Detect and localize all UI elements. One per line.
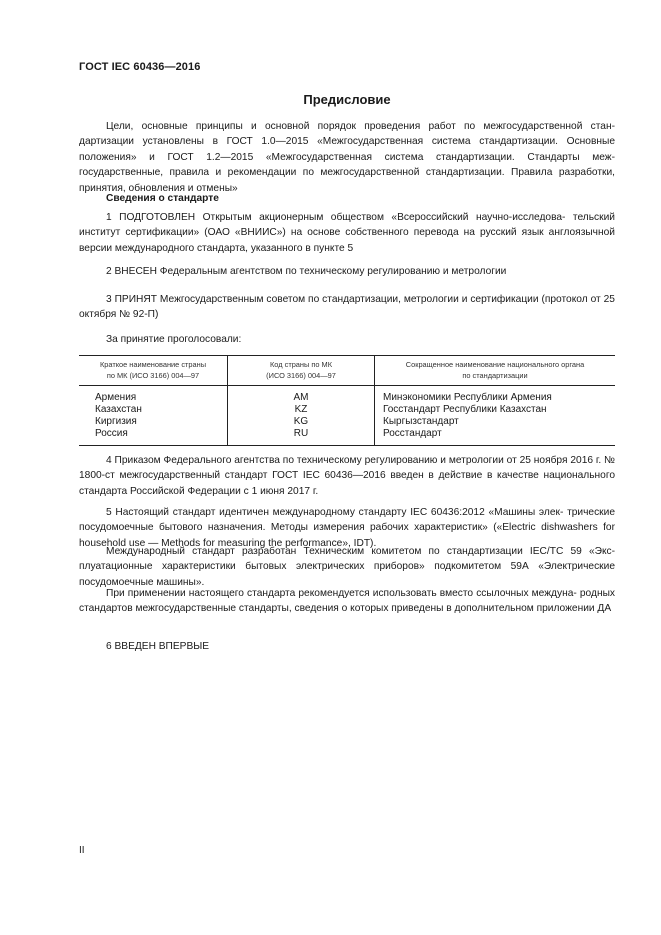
text-line: посудомоечные машины». (79, 576, 205, 588)
text-line: 2 ВНЕСЕН Федеральным агентством по техническому регулированию и метрологии (106, 266, 507, 277)
item-1 (79, 210, 615, 256)
text-line: приложении ДА (536, 603, 612, 615)
table-row (79, 416, 615, 428)
text-line: 6 ВВЕДЕН ВПЕРВЫЕ (106, 641, 210, 652)
column-header-country (79, 356, 228, 386)
vote-intro (79, 332, 615, 347)
cell-country: Киргизия (95, 416, 137, 427)
text-line: плуатационные характеристики бытовых электрических приборов» подкомитетом 59А «Электрические (79, 561, 615, 573)
item-6 (79, 639, 615, 654)
text-line: трические посудомоечные бытового назначения. Методы измерения рабочих характеристик» («Electric (79, 507, 615, 534)
cell-authority: Госстандарт Республики Казахстан (375, 404, 616, 416)
item-5-committee (79, 544, 615, 590)
cell-authority: Росстандарт (375, 428, 616, 446)
intro-paragraph (79, 119, 615, 196)
cell-code: KZ (228, 404, 375, 416)
cell-country: Казахстан (95, 404, 142, 415)
item-5-application (79, 586, 615, 617)
header-line: Код страны по МК (270, 360, 332, 369)
cell-authority: Минэкономики Республики Армения (375, 386, 616, 405)
text-line: 5 Настоящий стандарт идентичен международному стандарту IEC 60436:2012 «Машины элек- (106, 507, 564, 518)
column-header-authority (375, 356, 616, 386)
text-line: родных стандартов межгосударственные стандарты, сведения о которых приведены в дополнительном (79, 588, 615, 615)
cell-code: AM (228, 386, 375, 405)
header-line: Сокращенное наименование национального органа (405, 360, 585, 369)
text-line: 2016 г. № 1800-ст межгосударственный стандарт ГОСТ IEC 60436—2016 введен в действие в качестве (79, 455, 615, 482)
cell-code: RU (228, 428, 375, 446)
text-line: 1 ПОДГОТОВЛЕН Открытым акционерным обществом «Всероссийский научно-исследова- (106, 212, 566, 223)
header-line: Краткое наименование страны (99, 360, 207, 369)
text-line: тельский институт сертификации» (ОАО «ВНИИС») на основе собственного перевода на русский (79, 212, 615, 239)
text-line: язык англоязычной версии международного стандарта, указанного в пункте 5 (79, 227, 615, 254)
text-line: (протокол от 25 октября № 92-П) (79, 294, 615, 321)
column-header-code (228, 356, 375, 386)
item-4 (79, 453, 615, 499)
section-title: Сведения о стандарте (106, 193, 219, 204)
text-line: государственные, правила и рекомендации по межгосударственной стандартизации. Правила (79, 167, 553, 179)
cell-code: KG (228, 416, 375, 428)
table-row (79, 404, 615, 416)
item-3 (79, 292, 615, 323)
text-line: разработки, принятия, обновления и отмены» (79, 167, 615, 194)
header-line: по стандартизации (462, 371, 528, 380)
standard-header: ГОСТ IEC 60436—2016 (79, 61, 201, 73)
header-line: (ИСО 3166) 004—97 (266, 371, 336, 380)
text-line: национального стандарта Российской Федерации с 1 июня 2017 г. (79, 470, 615, 497)
table-row (79, 386, 615, 405)
cell-country: Армения (95, 392, 137, 403)
header-line: по МК (ИСО 3166) 004—97 (106, 371, 200, 380)
text-line: Цели, основные принципы и основной порядок проведения работ по межгосударственной стан- (106, 121, 615, 132)
table-header-row (79, 356, 615, 386)
table-row (79, 428, 615, 446)
text-line: При применении настоящего стандарта рекомендуется использовать вместо ссылочных междуна- (106, 588, 577, 599)
text-line: За принятие проголосовали: (106, 334, 242, 345)
text-line: dishwashers for household use — Methods for measuring the performance», IDT). (79, 522, 615, 549)
item-2 (79, 264, 615, 279)
text-line: дартизации установлены в ГОСТ 1.0—2015 «Межгосударственная система стандартизации. Основные (79, 136, 615, 148)
text-line: Международный стандарт разработан Техническим комитетом по стандартизации IEC/TC 59 «Экс- (106, 546, 615, 557)
page-title: Предисловие (303, 92, 391, 107)
cell-authority: Кыргызстандарт (375, 416, 616, 428)
cell-country: Россия (79, 428, 228, 446)
voting-table (79, 355, 615, 446)
text-line: 4 Приказом Федерального агентства по техническому регулированию и метрологии от 25 ноября (106, 455, 568, 466)
text-line: 3 ПРИНЯТ Межгосударственным советом по стандартизации, метрологии и сертификации (106, 294, 539, 305)
page-number: II (79, 845, 85, 856)
text-line: положения» и ГОСТ 1.2—2015 «Межгосударственная система стандартизации. Стандарты меж- (79, 151, 615, 163)
